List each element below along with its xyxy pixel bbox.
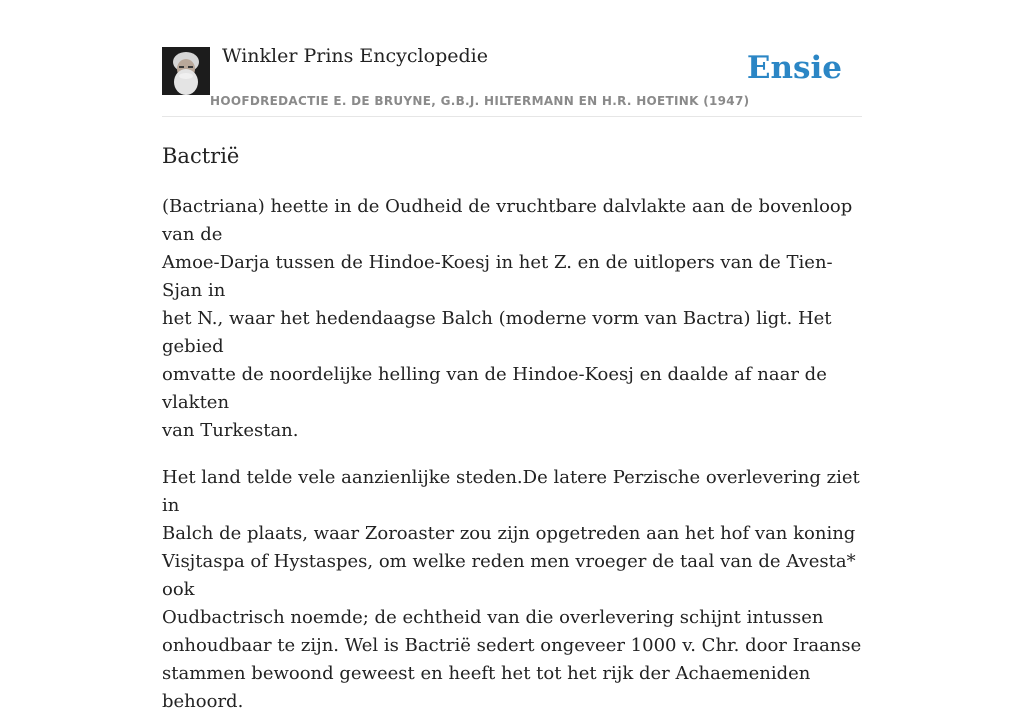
page <box>162 0 862 712</box>
article-paragraph-1: (Bactriana) heette in de Oudheid de vruchtbare dalvlakte aan de bovenloop van de Amoe-Darja tussen de Hindoe-Koesj in het Z. en de uitlopers van de Tien-Sjan in het N., waar het hedendaagse Balch (moderne vorm van Bactra) ligt. Het gebied omvatte de noordelijke helling van de Hindoe-Koesj en daalde af naar de vlakten van Turkestan. <box>162 196 853 441</box>
article-title: Bactrië <box>162 144 240 168</box>
site-title[interactable]: Winkler Prins Encyclopedie <box>222 45 488 67</box>
author-portrait <box>162 47 210 95</box>
article-paragraph-2: Het land telde vele aanzienlijke steden.De latere Perzische overlevering ziet in Balch de plaats, waar Zoroaster zou zijn opgetreden aan het hof van koning Visjtaspa of Hystaspes, om welke reden men vroeger de taal van de Avesta* ook Oudbactrisch noemde; de echtheid van die overlevering schijnt intussen onhoudbaar te zijn. Wel is Bactrië sedert ongeveer 1000 v. Chr. door Iraanse stammen bewoond geweest en heeft het tot het rijk der Achaemeniden behoord. <box>162 467 862 712</box>
portrait-image <box>162 47 210 95</box>
site-header <box>162 0 862 117</box>
editors-subtitle: HOOFDREDACTIE E. DE BRUYNE, G.B.J. HILTERMANN EN H.R. HOETINK (1947) <box>210 94 750 108</box>
ensie-logo-link[interactable]: Ensie <box>746 50 842 86</box>
